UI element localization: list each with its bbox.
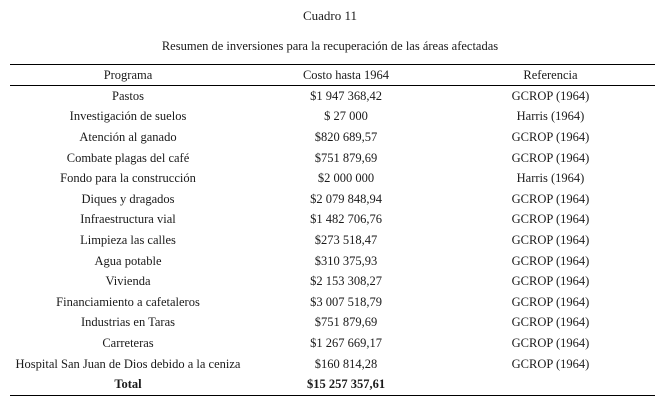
cell-program: Diques y dragados [81, 191, 175, 206]
cell-reference: GCROP (1964) [511, 356, 590, 371]
table-caption: Cuadro 11 [302, 8, 358, 23]
table-row [10, 313, 655, 334]
cell-cost: $160 814,28 [314, 356, 378, 371]
total-cost: $15 257 357,61 [246, 374, 446, 395]
total-row [10, 374, 655, 395]
cell-reference: GCROP (1964) [511, 315, 590, 330]
cell-cost: $3 007 518,79 [310, 294, 382, 309]
cell-program: Pastos [112, 88, 144, 103]
cell-program: Carreteras [102, 335, 154, 350]
cell-reference: GCROP (1964) [511, 232, 590, 247]
cell-cost: $1 482 706,76 [310, 212, 382, 227]
cell-program: Agua potable [94, 253, 162, 268]
cell-program: Atención al ganado [79, 129, 177, 144]
cell-program: Vivienda [105, 274, 151, 289]
table-row [10, 86, 655, 107]
table-row [10, 354, 655, 375]
table-row [10, 210, 655, 231]
cell-cost: $2 000 000 [317, 171, 375, 186]
cell-cost: $ 27 000 [324, 109, 368, 124]
table-row [10, 127, 655, 148]
header-program: Programa [10, 65, 246, 86]
cell-reference: GCROP (1964) [511, 294, 590, 309]
cell-cost: $2 079 848,94 [310, 191, 382, 206]
cell-reference: GCROP (1964) [511, 150, 590, 165]
cell-cost: $1 947 368,42 [310, 88, 382, 103]
cell-program: Infraestructura vial [80, 212, 176, 227]
cell-reference: GCROP (1964) [511, 253, 590, 268]
cell-cost: $1 267 669,17 [310, 335, 382, 350]
cell-cost: $310 375,93 [314, 253, 378, 268]
table-row [10, 107, 655, 128]
header-reference: Referencia [446, 65, 655, 86]
cell-program: Fondo para la construcción [60, 171, 196, 186]
table-row [10, 230, 655, 251]
cell-cost: $751 879,69 [314, 315, 378, 330]
cell-reference: GCROP (1964) [511, 191, 590, 206]
cell-cost: $2 153 308,27 [310, 274, 382, 289]
table-row [10, 168, 655, 189]
cell-program: Industrias en Taras [80, 315, 175, 330]
header-cost: Costo hasta 1964 [246, 65, 446, 86]
cell-cost: $273 518,47 [314, 232, 378, 247]
cell-reference: GCROP (1964) [511, 212, 590, 227]
cell-program: Limpieza las calles [80, 232, 176, 247]
cell-program: Combate plagas del café [66, 150, 190, 165]
table-row [10, 148, 655, 169]
cell-program: Financiamiento a cafetaleros [56, 294, 200, 309]
table-row [10, 292, 655, 313]
total-reference [446, 374, 655, 395]
cell-reference: GCROP (1964) [511, 335, 590, 350]
cell-reference: GCROP (1964) [511, 274, 590, 289]
cell-reference: Harris (1964) [516, 171, 585, 186]
total-label: Total [10, 374, 246, 395]
investment-table [10, 64, 655, 396]
table-row [10, 333, 655, 354]
table-row [10, 251, 655, 272]
table-row [10, 271, 655, 292]
table-subtitle: Resumen de inversiones para la recuperación de las áreas afectadas [161, 39, 499, 53]
cell-reference: GCROP (1964) [511, 88, 590, 103]
cell-reference: GCROP (1964) [511, 129, 590, 144]
cell-cost: $751 879,69 [314, 150, 378, 165]
cell-program: Hospital San Juan de Dios debido a la ceniza [15, 356, 241, 371]
cell-program: Investigación de suelos [69, 109, 187, 124]
cell-cost: $820 689,57 [314, 129, 378, 144]
cell-reference: Harris (1964) [516, 109, 585, 124]
table-row [10, 189, 655, 210]
header-row [10, 65, 655, 86]
